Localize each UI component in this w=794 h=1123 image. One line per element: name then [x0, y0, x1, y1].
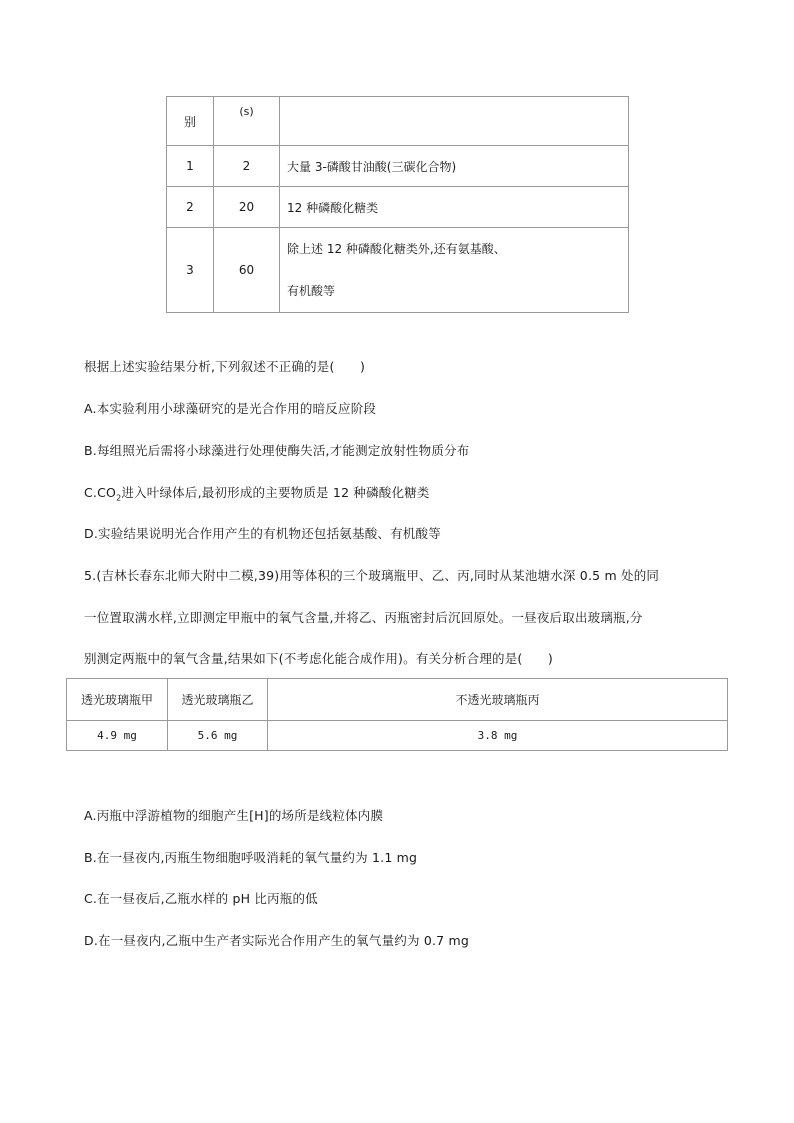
q5-option-c: C.在一昼夜后,乙瓶水样的 pH 比丙瓶的低 — [84, 891, 318, 906]
cell-product-line1: 除上述 12 种磷酸化糖类外,还有氨基酸、 — [287, 242, 506, 256]
cell-time: 2 — [214, 146, 280, 187]
header-time: (s) — [214, 97, 280, 146]
option-b: B.每组照光后需将小球藻进行处理使酶失活,才能测定放射性物质分布 — [84, 443, 470, 458]
option-d: D.实验结果说明光合作用产生的有机物还包括氨基酸、有机酸等 — [84, 526, 441, 541]
results-table-1 — [166, 96, 629, 313]
cell-product — [280, 228, 629, 313]
cell-product: 12 种磷酸化糖类 — [280, 187, 629, 228]
table-row — [167, 146, 629, 187]
option-a: A.本实验利用小球藻研究的是光合作用的暗反应阶段 — [84, 401, 377, 416]
cell-group: 3 — [167, 228, 214, 313]
table-row — [167, 187, 629, 228]
table-header-row — [167, 97, 629, 146]
option-c-subscript: 2 — [116, 493, 122, 503]
cell-product: 大量 3-磷酸甘油酸(三碳化合物) — [280, 146, 629, 187]
question-stem: 根据上述实验结果分析,下列叙述不正确的是( ) — [84, 359, 366, 374]
header-group: 别 — [167, 97, 214, 146]
header-bottle-jia: 透光玻璃瓶甲 — [67, 679, 168, 721]
table-header-row — [67, 679, 728, 721]
cell-time: 20 — [214, 187, 280, 228]
cell-group: 2 — [167, 187, 214, 228]
header-bottle-yi: 透光玻璃瓶乙 — [168, 679, 268, 721]
question-5-line-3: 别测定两瓶中的氧气含量,结果如下(不考虑化能合成作用)。有关分析合理的是( ) — [84, 651, 553, 666]
value-bottle-yi: 5.6 mg — [168, 721, 268, 751]
option-c-prefix: C.CO — [84, 485, 117, 500]
table-row — [67, 721, 728, 751]
header-product — [280, 97, 629, 146]
q5-option-b: B.在一昼夜内,丙瓶生物细胞呼吸消耗的氧气量约为 1.1 mg — [84, 850, 418, 865]
header-bottle-bing: 不透光玻璃瓶丙 — [268, 679, 728, 721]
cell-time: 60 — [214, 228, 280, 313]
value-bottle-bing: 3.8 mg — [268, 721, 728, 751]
q5-option-a: A.丙瓶中浮游植物的细胞产生[H]的场所是线粒体内膜 — [84, 808, 384, 823]
q5-option-d: D.在一昼夜内,乙瓶中生产者实际光合作用产生的氧气量约为 0.7 mg — [84, 933, 470, 948]
question-5-line-1: 5.(吉林长春东北师大附中二模,39)用等体积的三个玻璃瓶甲、乙、丙,同时从某池塘水深 0.5 m 处的同 — [84, 568, 660, 583]
question-5-line-2: 一位置取满水样,立即测定甲瓶中的氧气含量,并将乙、丙瓶密封后沉回原处。一昼夜后取出玻璃瓶,分 — [84, 610, 643, 625]
option-c — [84, 483, 430, 503]
cell-group: 1 — [167, 146, 214, 187]
oxygen-table — [66, 678, 728, 751]
table-row — [167, 228, 629, 313]
value-bottle-jia: 4.9 mg — [67, 721, 168, 751]
option-c-text: 进入叶绿体后,最初形成的主要物质是 12 种磷酸化糖类 — [121, 485, 430, 500]
cell-product-line2: 有机酸等 — [287, 284, 336, 298]
